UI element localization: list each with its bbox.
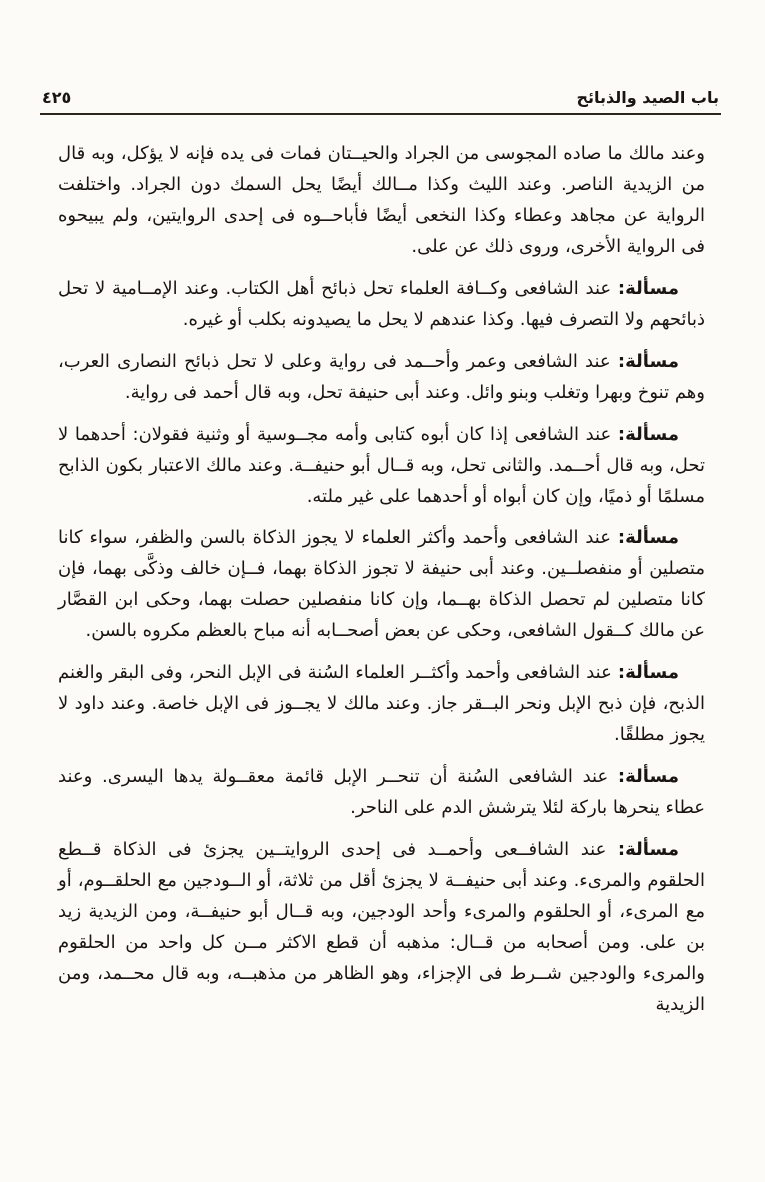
- issue-label: مسألة:: [617, 423, 679, 445]
- paragraph-text: عند الشافــعى وأحمــد فى إحدى الروايتــين يجزئ فى الذكاة قــطع الحلقوم والمرىء. وعند أبى حنيفــة لا يجزئ أقل من ثلاثة، أو الــودجين مع الحلقــوم، أو مع المرىء، أو الحلقوم والمرىء وأحد الودجين، وبه قــال أبو حنيفــة، ومن الزيدية زيد بن على. ومن أصحابه من قــال: مذهبه أن قطع الاكثر مــن كل واحد من الحلقوم والمرىء والودجين شــرط فى الإجزاء، وهو الظاهر من مذهبــه، وبه قال محــمد، ومن الزيدية: [58, 839, 705, 1015]
- issue-label: مسألة:: [617, 839, 679, 861]
- issue-label: مسألة:: [617, 350, 679, 372]
- body-paragraph: [58, 139, 705, 263]
- issue-label: مسألة:: [617, 527, 679, 549]
- paragraph-text: عند الشافعى السُنة أن تنحــر الإبل قائمة معقــولة يدها اليسرى. وعند عطاء ينحرها باركة لئلا يترشش الدم على الناحر.: [58, 766, 705, 819]
- body-text: [40, 117, 721, 1021]
- body-paragraph: [58, 274, 705, 336]
- body-paragraph: [58, 762, 705, 824]
- body-paragraph: [58, 420, 705, 513]
- paragraph-text: عند الشافعى إذا كان أبوه كتابى وأمه مجــوسية أو وثنية فقولان: أحدهما لا تحل، وبه قال أحــمد. والثانى تحل، وبه قــال أبو حنيفــة. وعند مالك الاعتبار بكون الذابح مسلمًا أو ذميًا، وإن كان أبواه أو أحدهما على غير ملته.: [58, 423, 705, 507]
- paragraph-text: عند الشافعى وكــافة العلماء تحل ذبائح أهل الكتاب. وعند الإمــامية لا تحل ذبائحهم ولا التصرف فيها. وكذا عندهم لا يحل ما يصيدونه بكلب أو غيره.: [58, 277, 705, 330]
- page-header: [40, 88, 721, 113]
- paragraph-text: عند الشافعى وأحمد وأكثــر العلماء السُنة فى الإبل النحر، وفى البقر والغنم الذبح، فإن ذبح الإبل ونحر البــقر جاز. وعند مالك لا يجــوز فى الإبل خاصة. وعند داود لا يجوز مطلقًا.: [58, 662, 705, 746]
- paragraph-text: وعند مالك ما صاده المجوسى من الجراد والحيــتان فمات فى يده فإنه لا يؤكل، وبه قال من الزيدية الناصر. وعند الليث وكذا مــالك أيضًا يحل السمك دون الجراد. واختلفت الرواية عن مجاهد وعطاء وكذا النخعى أيضًا فأباحــوه فى إحدى الروايتين، ولم يبيحوه فى الرواية الأخرى، وروى ذلك عن على.: [58, 143, 705, 257]
- issue-label: مسألة:: [617, 766, 679, 788]
- paragraph-text: عند الشافعى وأحمد وأكثر العلماء لا يجوز الذكاة بالسن والظفر، سواء كانا متصلين أو منفصلــين. وعند أبى حنيفة لا تجوز الذكاة بهما، فــإن خالف وذكَّى بهما، فإن كانا متصلين لم تحصل الذكاة بهــما، وإن كانا منفصلين حصلت بهما، وحكى ابن القصَّار عن مالك كــقول الشافعى، وحكى عن بعض أصحــابه أنه مباح بالعظم مكروه بالسن.: [58, 527, 705, 642]
- issue-label: مسألة:: [617, 662, 679, 684]
- body-paragraph: [58, 347, 705, 409]
- body-paragraph: [58, 835, 705, 1021]
- header-rule: [40, 113, 721, 115]
- page-number: ٤٢٥: [42, 88, 72, 107]
- body-paragraph: [58, 523, 705, 647]
- chapter-title: باب الصيد والذبائح: [576, 88, 719, 107]
- issue-label: مسألة:: [617, 277, 679, 299]
- body-paragraph: [58, 658, 705, 751]
- paragraph-text: عند الشافعى وعمر وأحــمد فى رواية وعلى لا تحل ذبائح النصارى العرب، وهم تنوخ وبهرا وتغلب وبنو وائل. وعند أبى حنيفة تحل، وبه قال أحمد فى رواية.: [58, 350, 705, 403]
